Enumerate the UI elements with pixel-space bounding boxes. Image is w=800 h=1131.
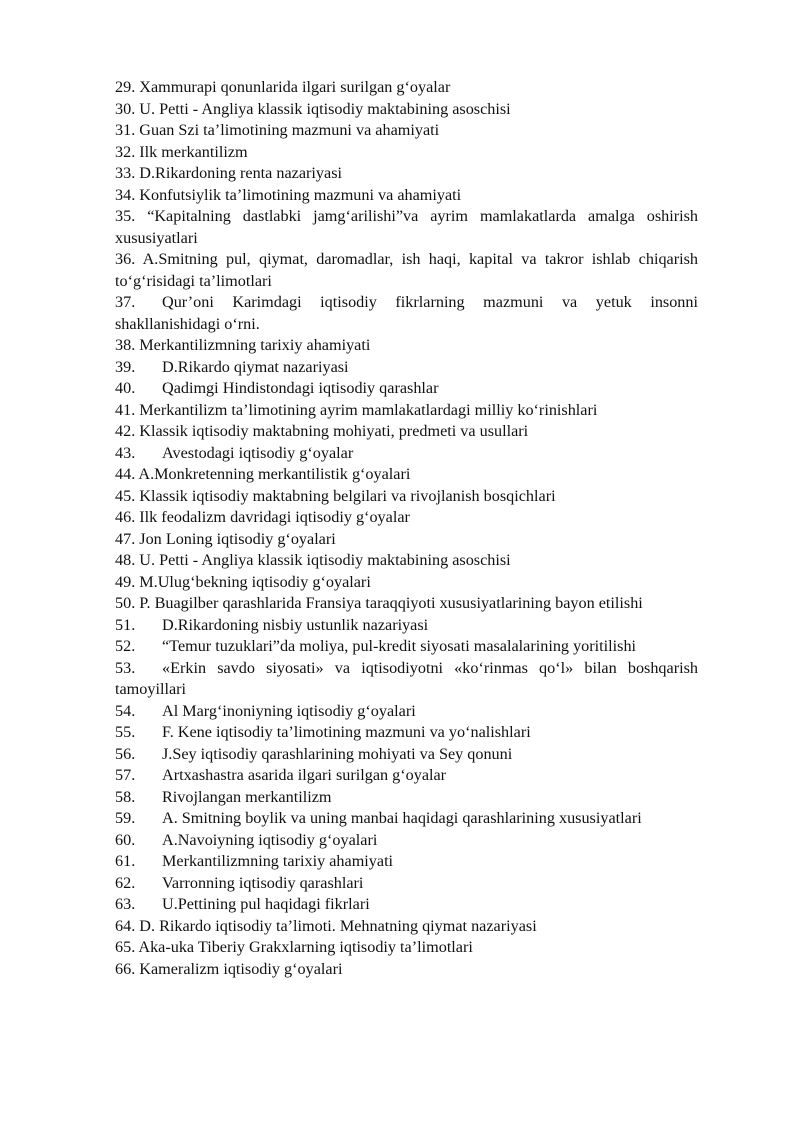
list-item bbox=[115, 378, 698, 400]
list-item bbox=[115, 916, 698, 938]
item-text: Guan Szi ta’limotining mazmuni va ahamiyati bbox=[139, 121, 440, 139]
item-number: 65. bbox=[115, 938, 136, 956]
list-item bbox=[115, 163, 698, 185]
item-text: D.Rikardoning nisbiy ustunlik nazariyasi bbox=[162, 615, 429, 634]
item-text: Avestodagi iqtisodiy g‘oyalar bbox=[162, 443, 354, 462]
item-number: 49. bbox=[115, 572, 136, 591]
item-number: 39. bbox=[115, 357, 136, 376]
item-text: U.Pettining pul haqidagi fikrlari bbox=[162, 895, 370, 913]
item-text: “Kapitalning dastlabki jamg‘arilishi”va ayrim mamlakatlarda amalga oshirish xususiyatlari bbox=[115, 207, 699, 247]
list-item bbox=[115, 593, 698, 615]
list-item bbox=[115, 464, 698, 486]
list-item bbox=[115, 830, 698, 852]
item-number: 42. bbox=[115, 422, 136, 440]
item-number: 53. bbox=[115, 658, 136, 677]
list-item bbox=[115, 185, 698, 207]
list-item bbox=[115, 873, 698, 895]
item-number: 34. bbox=[115, 185, 136, 204]
list-item bbox=[115, 851, 698, 873]
list-item bbox=[115, 765, 698, 787]
item-number: 35. bbox=[115, 207, 136, 225]
item-number: 51. bbox=[115, 615, 136, 634]
list-item bbox=[115, 808, 698, 830]
list-item bbox=[115, 787, 698, 809]
list-item bbox=[115, 722, 698, 744]
item-number: 30. bbox=[115, 99, 136, 118]
item-number: 57. bbox=[115, 766, 136, 784]
list-item bbox=[115, 443, 698, 465]
item-number: 37. bbox=[115, 293, 136, 311]
item-text: M.Ulug‘bekning iqtisodiy g‘oyalari bbox=[139, 572, 371, 591]
item-number: 36. bbox=[115, 250, 136, 268]
item-number: 66. bbox=[115, 959, 136, 978]
list-item bbox=[115, 99, 698, 121]
item-text: Qadimgi Hindistondagi iqtisodiy qarashlar bbox=[162, 379, 439, 397]
item-number: 64. bbox=[115, 916, 136, 935]
item-number: 50. bbox=[115, 594, 136, 612]
item-number: 55. bbox=[115, 723, 136, 741]
item-number: 41. bbox=[115, 400, 136, 419]
list-item bbox=[115, 292, 698, 335]
item-number: 62. bbox=[115, 873, 136, 892]
item-number: 44. bbox=[115, 465, 136, 483]
item-text: Kameralizm iqtisodiy g‘oyalari bbox=[139, 959, 343, 978]
item-text: Ilk feodalizm davridagi iqtisodiy g‘oyalar bbox=[139, 508, 410, 526]
item-text: J.Sey iqtisodiy qarashlarining mohiyati va Sey qonuni bbox=[162, 744, 513, 763]
list-item bbox=[115, 894, 698, 916]
list-item bbox=[115, 421, 698, 443]
item-text: Konfutsiylik ta’limotining mazmuni va ahamiyati bbox=[139, 185, 462, 204]
item-number: 33. bbox=[115, 164, 136, 182]
item-number: 31. bbox=[115, 121, 136, 139]
item-number: 47. bbox=[115, 529, 136, 548]
item-text: “Temur tuzuklari”da moliya, pul-kredit siyosati masalalarining yoritilishi bbox=[162, 637, 637, 655]
list-item bbox=[115, 77, 698, 99]
item-number: 56. bbox=[115, 744, 136, 763]
list-item bbox=[115, 744, 698, 766]
item-text: «Erkin savdo siyosati» va iqtisodiyotni «ko‘rinmas qo‘l» bilan boshqarish tamoyillari bbox=[115, 658, 698, 698]
list-item bbox=[115, 937, 698, 959]
list-item bbox=[115, 120, 698, 142]
list-item bbox=[115, 658, 698, 701]
item-text: Artxashastra asarida ilgari surilgan g‘oyalar bbox=[162, 766, 447, 784]
item-number: 52. bbox=[115, 637, 136, 655]
item-text: P. Buagilber qarashlarida Fransiya taraqqiyoti xususiyatlarining bayon etilishi bbox=[139, 594, 643, 612]
item-text: A. Smitning boylik va uning manbai haqidagi qarashlarining xususiyatlari bbox=[162, 809, 642, 827]
item-number: 46. bbox=[115, 508, 136, 526]
list-item bbox=[115, 636, 698, 658]
list-item bbox=[115, 529, 698, 551]
item-text: A.Monkretenning merkantilistik g‘oyalari bbox=[138, 465, 411, 483]
question-list bbox=[115, 77, 698, 980]
item-text: F. Kene iqtisodiy ta’limotining mazmuni va yo‘nalishlari bbox=[162, 723, 531, 741]
item-number: 59. bbox=[115, 809, 136, 827]
item-number: 48. bbox=[115, 551, 136, 569]
item-text: Jon Loning iqtisodiy g‘oyalari bbox=[139, 529, 336, 548]
list-item bbox=[115, 335, 698, 357]
item-text: Qur’oni Karimdagi iqtisodiy fikrlarning mazmuni va yetuk insonni shakllanishidagi o‘rni. bbox=[115, 293, 698, 333]
item-text: U. Petti - Angliya klassik iqtisodiy maktabining asoschisi bbox=[139, 99, 511, 118]
item-number: 32. bbox=[115, 142, 136, 161]
item-text: Xammurapi qonunlarida ilgari surilgan g‘oyalar bbox=[139, 78, 451, 96]
item-text: D.Rikardoning renta nazariyasi bbox=[139, 164, 343, 182]
list-item bbox=[115, 572, 698, 594]
list-item bbox=[115, 507, 698, 529]
item-text: A.Smitning pul, qiymat, daromadlar, ish haqi, kapital va takror ishlab chiqarish to‘g‘risidagi ta’limotlari bbox=[115, 250, 698, 290]
item-text: A.Navoiyning iqtisodiy g‘oyalari bbox=[162, 830, 378, 849]
item-text: Aka-uka Tiberiy Grakxlarning iqtisodiy ta’limotlari bbox=[138, 938, 473, 956]
item-number: 29. bbox=[115, 78, 136, 96]
item-number: 60. bbox=[115, 830, 136, 849]
item-text: Klassik iqtisodiy maktabning mohiyati, predmeti va usullari bbox=[139, 422, 529, 440]
item-text: Varronning iqtisodiy qarashlari bbox=[162, 873, 364, 892]
item-number: 54. bbox=[115, 701, 136, 720]
item-text: Merkantilizm ta’limotining ayrim mamlakatlardagi milliy ko‘rinishlari bbox=[139, 400, 598, 419]
list-item bbox=[115, 206, 698, 249]
list-item bbox=[115, 550, 698, 572]
list-item bbox=[115, 701, 698, 723]
item-text: Klassik iqtisodiy maktabning belgilari va rivojlanish bosqichlari bbox=[139, 486, 556, 505]
item-text: D.Rikardo qiymat nazariyasi bbox=[162, 357, 349, 376]
item-text: D. Rikardo iqtisodiy ta’limoti. Mehnatning qiymat nazariyasi bbox=[139, 916, 537, 935]
list-item bbox=[115, 959, 698, 981]
list-item bbox=[115, 142, 698, 164]
item-text: Merkantilizmning tarixiy ahamiyati bbox=[139, 336, 371, 354]
item-text: Merkantilizmning tarixiy ahamiyati bbox=[162, 852, 394, 870]
list-item bbox=[115, 486, 698, 508]
list-item bbox=[115, 615, 698, 637]
item-number: 58. bbox=[115, 787, 136, 806]
item-text: Al Marg‘inoniyning iqtisodiy g‘oyalari bbox=[162, 701, 416, 720]
item-number: 38. bbox=[115, 336, 136, 354]
item-text: U. Petti - Angliya klassik iqtisodiy maktabining asoschisi bbox=[139, 551, 511, 569]
list-item bbox=[115, 400, 698, 422]
item-number: 61. bbox=[115, 852, 136, 870]
item-number: 40. bbox=[115, 379, 136, 397]
item-number: 45. bbox=[115, 486, 136, 505]
list-item bbox=[115, 357, 698, 379]
item-number: 63. bbox=[115, 895, 136, 913]
item-text: Ilk merkantilizm bbox=[139, 142, 248, 161]
list-item bbox=[115, 249, 698, 292]
item-text: Rivojlangan merkantilizm bbox=[162, 787, 332, 806]
item-number: 43. bbox=[115, 443, 136, 462]
